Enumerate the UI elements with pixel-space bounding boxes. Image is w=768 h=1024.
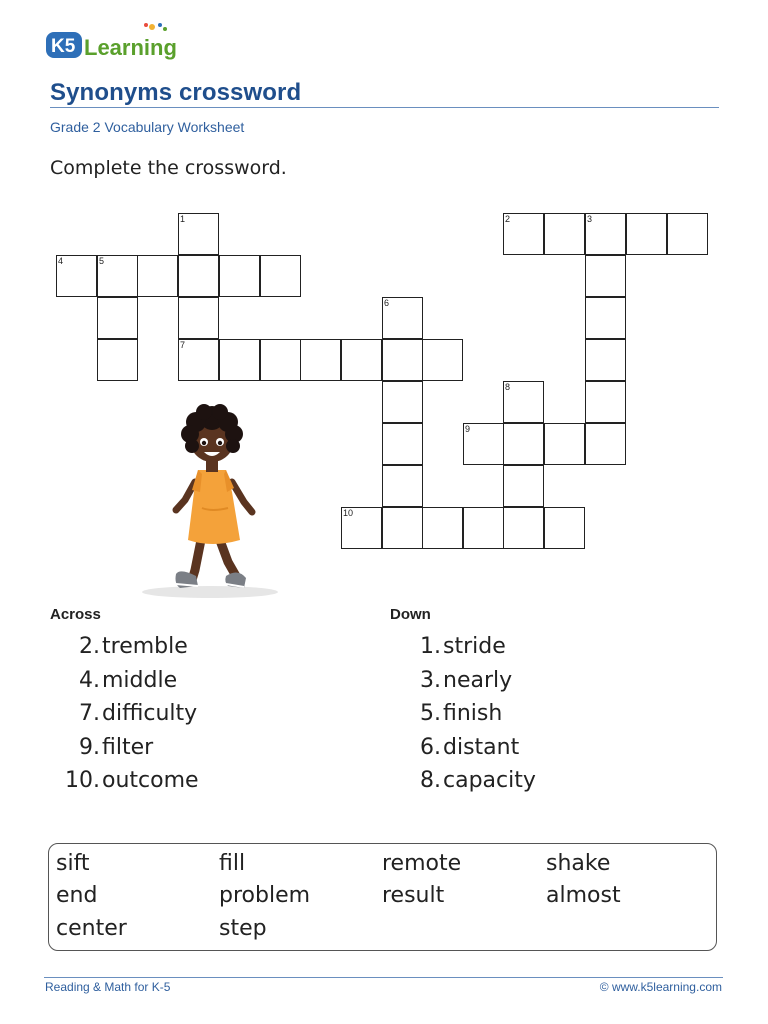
list-item bbox=[389, 697, 536, 731]
page-subtitle: Grade 2 Vocabulary Worksheet bbox=[50, 119, 245, 135]
across-heading: Across bbox=[50, 606, 101, 623]
word-bank-item: fill bbox=[219, 851, 246, 876]
crossword-cell[interactable] bbox=[341, 339, 382, 381]
clue-num: 4. bbox=[79, 667, 100, 693]
clue-number: 1 bbox=[180, 214, 186, 224]
clue-word: capacity bbox=[443, 768, 536, 794]
footer-website-link[interactable]: © www.k5learning.com bbox=[599, 980, 722, 994]
page-title: Synonyms crossword bbox=[50, 79, 302, 106]
crossword-cell[interactable] bbox=[97, 339, 138, 381]
crossword-cell[interactable] bbox=[422, 507, 463, 549]
word-bank-item: shake bbox=[546, 851, 611, 876]
clue-number: 8 bbox=[505, 382, 511, 392]
clue-word: finish bbox=[443, 701, 503, 727]
crossword-cell[interactable] bbox=[544, 213, 585, 255]
svg-text:Learning: Learning bbox=[84, 35, 177, 60]
list-item bbox=[389, 664, 536, 698]
word-bank-item: sift bbox=[56, 851, 90, 876]
list-item bbox=[48, 664, 199, 698]
clue-word: outcome bbox=[102, 768, 199, 794]
word-bank-item: step bbox=[219, 916, 267, 941]
crossword-cell[interactable] bbox=[503, 423, 544, 465]
word-bank-item: result bbox=[382, 883, 445, 908]
footer-tagline: Reading & Math for K-5 bbox=[45, 980, 171, 994]
crossword-cell[interactable] bbox=[219, 339, 260, 381]
crossword-cell[interactable] bbox=[544, 423, 585, 465]
crossword-cell[interactable] bbox=[137, 255, 178, 297]
crossword-cell[interactable] bbox=[626, 213, 667, 255]
crossword-cell[interactable] bbox=[178, 297, 219, 339]
crossword-cell[interactable] bbox=[503, 213, 544, 255]
crossword-cell[interactable] bbox=[178, 213, 219, 255]
clue-num: 2. bbox=[79, 634, 100, 660]
word-bank-item: remote bbox=[382, 851, 462, 876]
clue-num: 3. bbox=[420, 667, 441, 693]
crossword-cell[interactable] bbox=[585, 423, 626, 465]
list-item bbox=[389, 764, 536, 798]
clue-word: middle bbox=[102, 667, 178, 693]
crossword-cell[interactable] bbox=[300, 339, 341, 381]
crossword-cell[interactable] bbox=[422, 339, 463, 381]
list-item bbox=[389, 630, 536, 664]
clue-num: 1. bbox=[420, 634, 441, 660]
clue-number: 6 bbox=[384, 298, 390, 308]
clue-word: tremble bbox=[102, 634, 188, 660]
word-bank-item: problem bbox=[219, 883, 311, 908]
footer-divider bbox=[44, 977, 723, 978]
crossword-cell[interactable] bbox=[463, 423, 504, 465]
list-item bbox=[48, 630, 199, 664]
word-bank bbox=[48, 843, 717, 951]
word-bank-item: center bbox=[56, 916, 127, 941]
crossword-cell[interactable] bbox=[178, 339, 219, 381]
word-bank-item: end bbox=[56, 883, 98, 908]
crossword-cell[interactable] bbox=[463, 507, 504, 549]
crossword-cell[interactable] bbox=[382, 297, 423, 339]
clue-num: 7. bbox=[79, 701, 100, 727]
crossword-cell[interactable] bbox=[544, 507, 585, 549]
clue-num: 10. bbox=[65, 768, 100, 794]
svg-text:K5: K5 bbox=[51, 36, 76, 57]
list-item bbox=[389, 731, 536, 765]
crossword-cell[interactable] bbox=[97, 255, 138, 297]
clue-number: 7 bbox=[180, 340, 186, 350]
title-divider bbox=[50, 107, 719, 108]
clue-number: 9 bbox=[465, 424, 471, 434]
crossword-cell[interactable] bbox=[503, 381, 544, 423]
crossword-cell[interactable] bbox=[219, 255, 260, 297]
word-bank-item: almost bbox=[546, 883, 621, 908]
crossword-cell[interactable] bbox=[585, 339, 626, 381]
clue-word: nearly bbox=[443, 667, 513, 693]
clue-num: 5. bbox=[420, 701, 441, 727]
down-heading: Down bbox=[390, 606, 431, 623]
crossword-cell[interactable] bbox=[341, 507, 382, 549]
crossword-cell[interactable] bbox=[382, 339, 423, 381]
clue-number: 3 bbox=[587, 214, 593, 224]
crossword-cell[interactable] bbox=[97, 297, 138, 339]
walking-girl-illustration bbox=[140, 400, 280, 600]
down-clue-list bbox=[389, 630, 536, 798]
crossword-cell[interactable] bbox=[503, 507, 544, 549]
clue-word: stride bbox=[443, 634, 506, 660]
crossword-cell[interactable] bbox=[585, 297, 626, 339]
list-item bbox=[48, 764, 199, 798]
clue-word: difficulty bbox=[102, 701, 198, 727]
clue-num: 8. bbox=[420, 768, 441, 794]
crossword-cell[interactable] bbox=[585, 381, 626, 423]
crossword-cell[interactable] bbox=[585, 213, 626, 255]
across-clue-list bbox=[48, 630, 199, 798]
crossword-cell[interactable] bbox=[56, 255, 97, 297]
clue-num: 9. bbox=[79, 734, 100, 760]
crossword-cell[interactable] bbox=[667, 213, 708, 255]
clue-number: 10 bbox=[343, 508, 354, 518]
crossword-cell[interactable] bbox=[382, 507, 423, 549]
clue-word: distant bbox=[443, 734, 520, 760]
clue-number: 4 bbox=[58, 256, 64, 266]
crossword-cell[interactable] bbox=[178, 255, 219, 297]
crossword-cell[interactable] bbox=[382, 465, 423, 507]
crossword-cell[interactable] bbox=[260, 339, 301, 381]
crossword-cell[interactable] bbox=[503, 465, 544, 507]
clue-num: 6. bbox=[420, 734, 441, 760]
clue-word: filter bbox=[102, 734, 154, 760]
list-item bbox=[48, 731, 199, 765]
crossword-cell[interactable] bbox=[382, 423, 423, 465]
clue-number: 5 bbox=[99, 256, 105, 266]
k5-learning-logo bbox=[44, 22, 204, 66]
instruction-text: Complete the crossword. bbox=[50, 157, 287, 179]
list-item bbox=[48, 697, 199, 731]
crossword-cell[interactable] bbox=[585, 255, 626, 297]
clue-number: 2 bbox=[505, 214, 511, 224]
crossword-cell[interactable] bbox=[260, 255, 301, 297]
crossword-cell[interactable] bbox=[382, 381, 423, 423]
